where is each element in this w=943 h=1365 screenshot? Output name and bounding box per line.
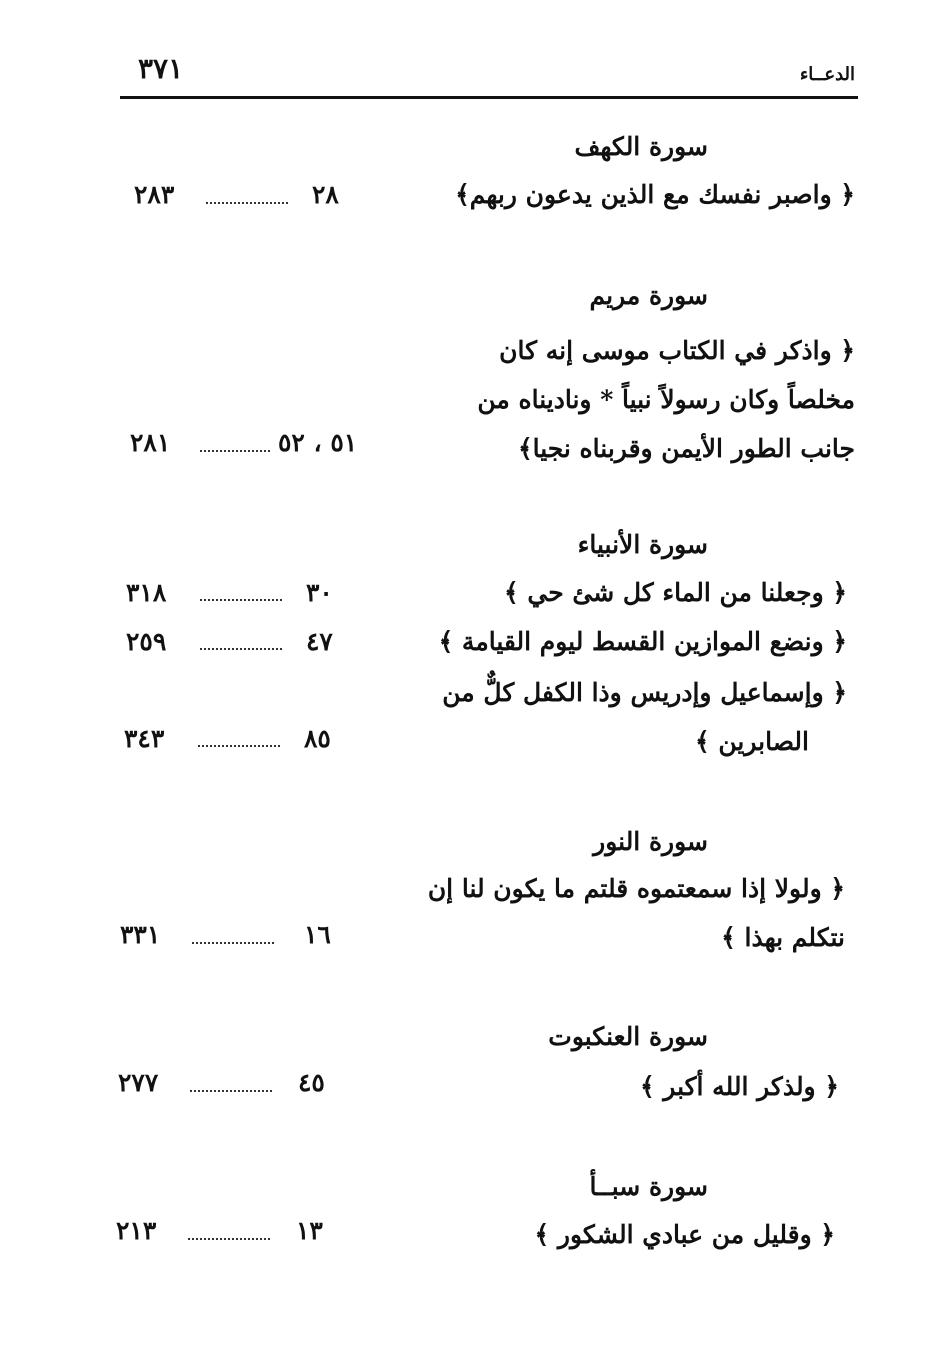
surah-heading-saba: سورة سبــأ bbox=[589, 1172, 708, 1201]
dot-leader bbox=[198, 745, 280, 747]
ayah-number: ٣٠ bbox=[306, 578, 333, 607]
verse-line: ﴿ وإسماعيل وإدريس وذا الكفل كلٌّ من bbox=[442, 678, 847, 707]
reference-page: ٢١٣ bbox=[116, 1216, 157, 1245]
dot-leader bbox=[190, 1090, 272, 1092]
dot-leader bbox=[192, 942, 274, 944]
ayah-number: ٢٨ bbox=[312, 180, 339, 209]
reference-page: ٢٨١ bbox=[130, 428, 171, 457]
verse-text: ﴿ ونضع الموازين القسط ليوم القيامة ﴾ bbox=[438, 627, 847, 656]
ayah-number: ١٦ bbox=[304, 920, 331, 949]
running-title: الدعــاء bbox=[799, 64, 855, 85]
surah-heading-kahf: سورة الكهف bbox=[574, 132, 708, 161]
verse-line: الصابرين ﴾ bbox=[695, 727, 809, 756]
verse-line: ﴿ واذكر في الكتاب موسى إنه كان bbox=[499, 336, 855, 365]
verse-line: مخلصاً وكان رسولاً نبياً * وناديناه من bbox=[477, 385, 855, 414]
verse-text: ﴿ وجعلنا من الماء كل شئ حي ﴾ bbox=[504, 578, 847, 607]
verse-text: ﴿ ولذكر الله أكبر ﴾ bbox=[639, 1072, 839, 1101]
ayah-number: ٨٥ bbox=[304, 724, 331, 753]
reference-page: ٣٣١ bbox=[120, 920, 161, 949]
reference-page: ٢٧٧ bbox=[118, 1068, 159, 1097]
dot-leader bbox=[200, 450, 270, 452]
dot-leader bbox=[188, 1238, 270, 1240]
reference-page: ٢٨٣ bbox=[134, 180, 175, 209]
verse-text: ﴿ وقليل من عبادي الشكور ﴾ bbox=[534, 1220, 835, 1249]
ayah-number: ١٣ bbox=[296, 1216, 323, 1245]
verse-line: جانب الطور الأيمن وقربناه نجيا﴾ bbox=[517, 434, 855, 463]
verse-line: نتكلم بهذا ﴾ bbox=[721, 923, 845, 952]
dot-leader bbox=[206, 202, 288, 204]
ayah-number: ٤٥ bbox=[298, 1068, 325, 1097]
surah-heading-nur: سورة النور bbox=[593, 827, 708, 856]
reference-page: ٢٥٩ bbox=[126, 627, 167, 656]
page-number: ٣٧١ bbox=[138, 52, 184, 85]
header-rule bbox=[120, 96, 858, 99]
verse-text: ﴿ واصبر نفسك مع الذين يدعون ربهم﴾ bbox=[455, 180, 855, 209]
surah-heading-anbiya: سورة الأنبياء bbox=[577, 530, 708, 559]
reference-page: ٣٤٣ bbox=[124, 724, 165, 753]
dot-leader bbox=[200, 599, 282, 601]
ayah-number: ٥١ ، ٥٢ bbox=[278, 428, 358, 457]
surah-heading-maryam: سورة مريم bbox=[589, 281, 708, 310]
reference-page: ٣١٨ bbox=[126, 578, 167, 607]
ayah-number: ٤٧ bbox=[306, 627, 333, 656]
surah-heading-ankabut: سورة العنكبوت bbox=[548, 1022, 708, 1051]
verse-line: ﴿ ولولا إذا سمعتموه قلتم ما يكون لنا إن bbox=[427, 874, 845, 903]
dot-leader bbox=[200, 648, 282, 650]
